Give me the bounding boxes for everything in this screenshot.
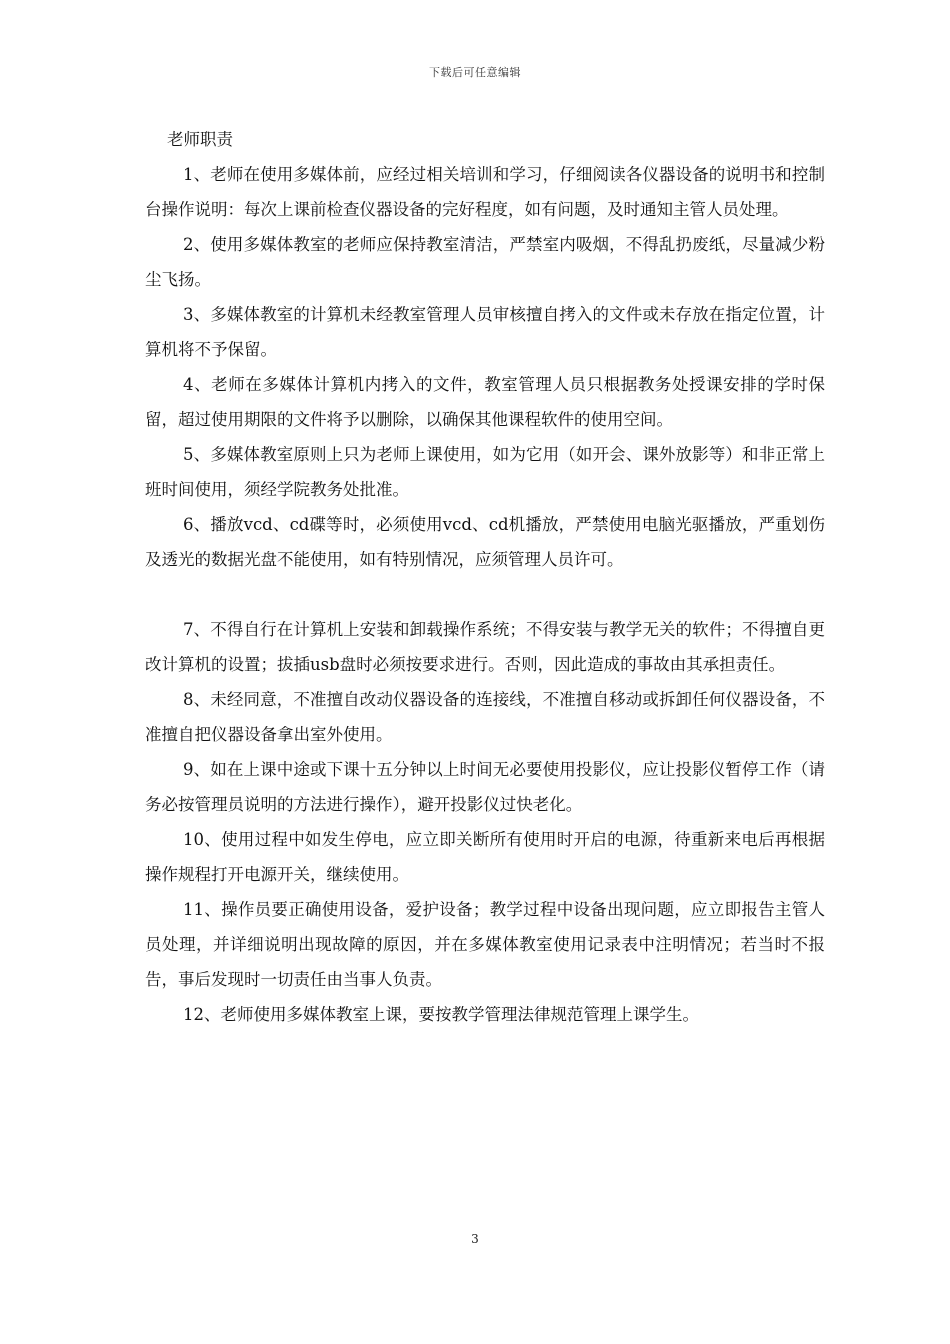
paragraph-6: 6、播放vcd、cd碟等时，必须使用vcd、cd机播放，严禁使用电脑光驱播放，严重划伤及透光的数据光盘不能使用，如有特别情况，应须管理人员许可。 <box>145 515 825 569</box>
header-note: 下载后可任意编辑 <box>429 66 521 79</box>
paragraph-9: 9、如在上课中途或下课十五分钟以上时间无必要使用投影仪，应让投影仪暂停工作（请务必按管理员说明的方法进行操作），避开投影仪过快老化。 <box>145 760 825 814</box>
paragraph-8: 8、未经同意，不准擅自改动仪器设备的连接线，不准擅自移动或拆卸任何仪器设备，不准擅自把仪器设备拿出室外使用。 <box>145 690 825 744</box>
paragraph-11: 11、操作员要正确使用设备，爱护设备；教学过程中设备出现问题，应立即报告主管人员处理，并详细说明出现故障的原因，并在多媒体教室使用记录表中注明情况；若当时不报告，事后发现时一切责任由当事人负责。 <box>145 900 825 989</box>
paragraph-1: 1、老师在使用多媒体前，应经过相关培训和学习，仔细阅读各仪器设备的说明书和控制台操作说明：每次上课前检查仪器设备的完好程度，如有问题，及时通知主管人员处理。 <box>145 165 825 219</box>
document-body <box>145 122 825 1032</box>
paragraph-4: 4、老师在多媒体计算机内拷入的文件，教室管理人员只根据教务处授课安排的学时保留，超过使用期限的文件将予以删除，以确保其他课程软件的使用空间。 <box>145 375 825 429</box>
paragraph-7: 7、不得自行在计算机上安装和卸载操作系统；不得安装与教学无关的软件；不得擅自更改计算机的设置；拔插usb盘时必须按要求进行。否则，因此造成的事故由其承担责任。 <box>145 620 825 674</box>
paragraph-2: 2、使用多媒体教室的老师应保持教室清洁，严禁室内吸烟，不得乱扔废纸，尽量减少粉尘飞扬。 <box>145 235 825 289</box>
section-title: 老师职责 <box>167 130 233 149</box>
page-number: 3 <box>471 1232 479 1246</box>
paragraph-5: 5、多媒体教室原则上只为老师上课使用，如为它用（如开会、课外放影等）和非正常上班时间使用，须经学院教务处批准。 <box>145 445 825 499</box>
paragraph-12: 12、老师使用多媒体教室上课，要按教学管理法律规范管理上课学生。 <box>183 1005 699 1024</box>
paragraph-10: 10、使用过程中如发生停电，应立即关断所有使用时开启的电源，待重新来电后再根据操作规程打开电源开关，继续使用。 <box>145 830 825 884</box>
paragraph-3: 3、多媒体教室的计算机未经教室管理人员审核擅自拷入的文件或未存放在指定位置，计算机将不予保留。 <box>145 305 825 359</box>
